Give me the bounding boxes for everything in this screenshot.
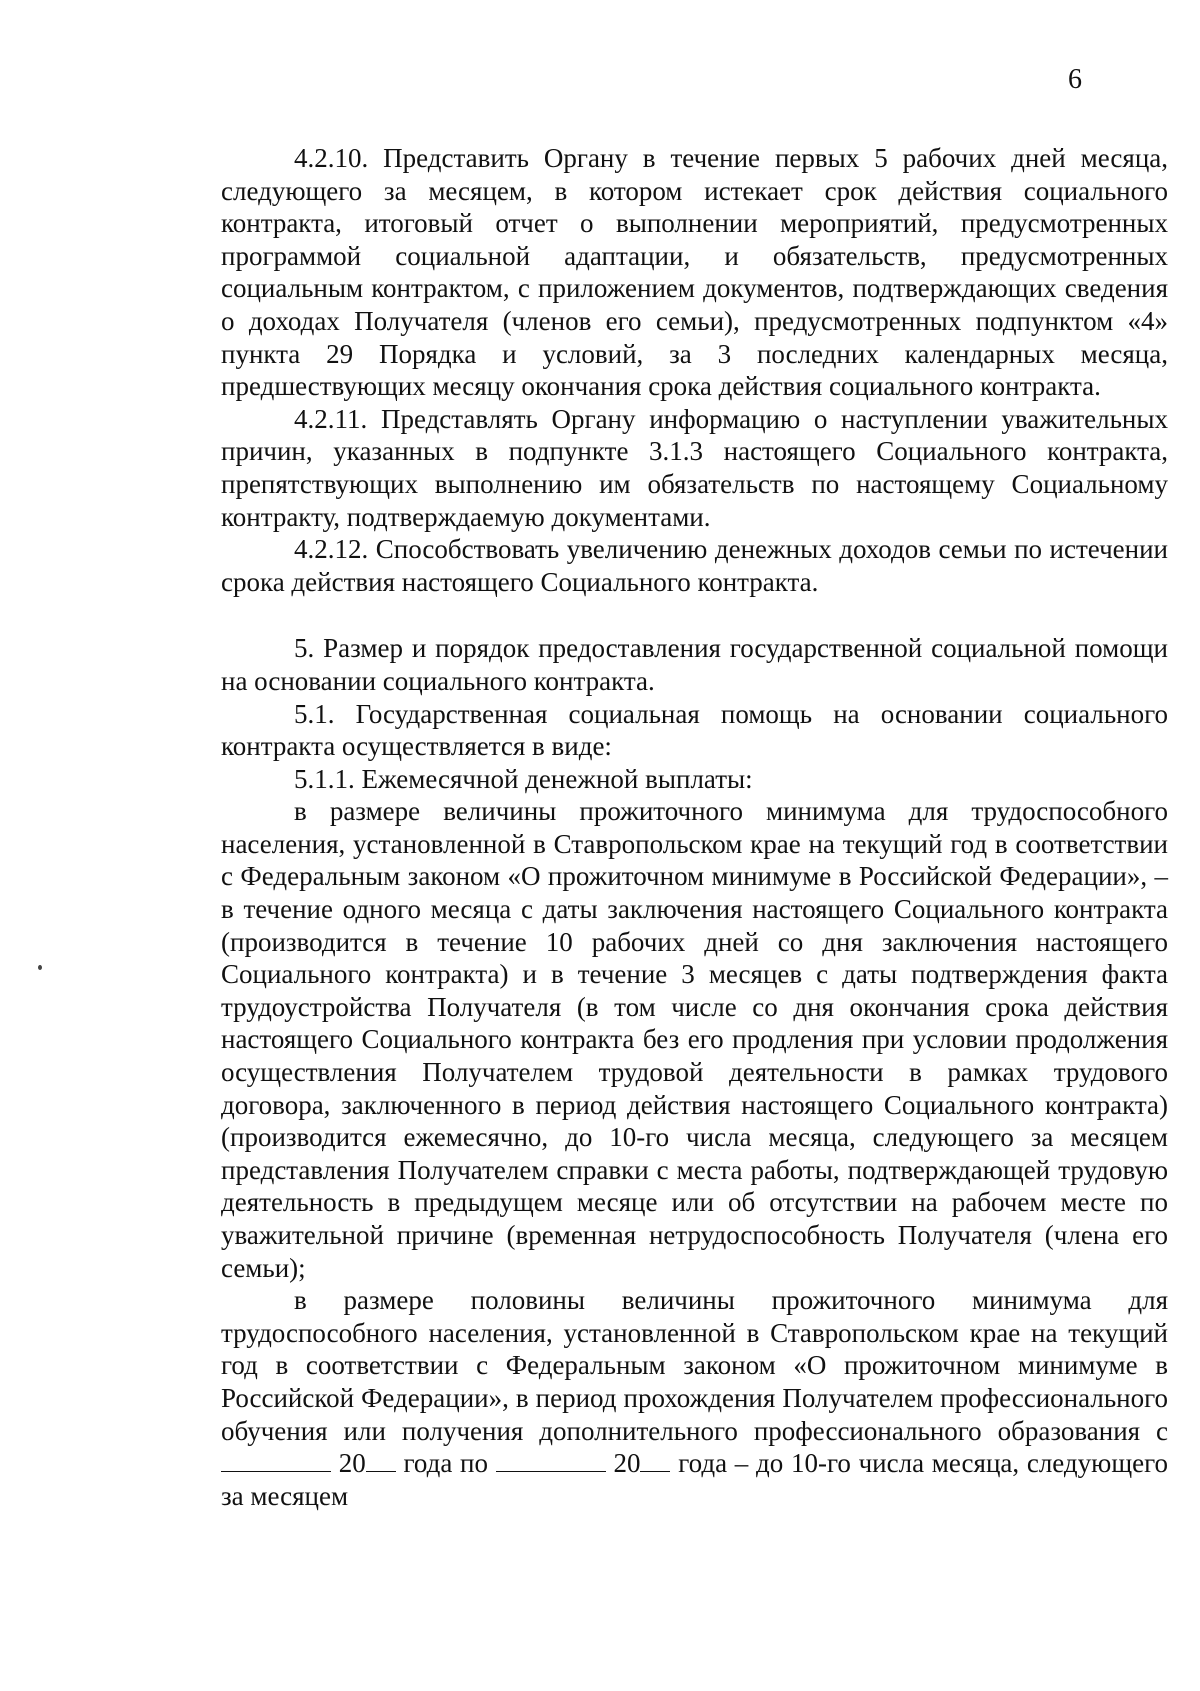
date-blank-start[interactable]	[221, 1449, 331, 1472]
paragraph-half-minimum	[221, 1284, 1168, 1512]
paragraph-4-2-11: 4.2.11. Представлять Органу информацию о наступлении уважительных причин, указанных в подпункте 3.1.3 настоящего Социального контракта, препятствующих выполнению им обязательств по настоящему Социальному контракту, подтверждаемую документами.	[221, 403, 1168, 532]
paragraph-5-1-1: 5.1.1. Ежемесячной денежной выплаты:	[294, 763, 753, 794]
document-body	[221, 142, 1168, 1512]
scan-speck	[38, 965, 42, 970]
paragraph-5-1: 5.1. Государственная социальная помощь на основании социального контракта осуществляется в виде:	[221, 698, 1168, 762]
paragraph-full-minimum: в размере величины прожиточного минимума для трудоспособного населения, установленной в Ставропольском крае на текущий год в соответствии с Федеральным законом «О прожиточном минимуме в Российской Федерации», – в течение одного месяца с даты заключения настоящего Социального контракта (производится в течение 10 рабочих дней со дня заключения настоящего Социального контракта) и в течение 3 месяцев с даты подтверждения факта трудоустройства Получателя (в том числе со дня окончания срока действия настоящего Социального контракта без его продления при условии продолжения осуществления Получателем трудовой деятельности в рамках трудового договора, заключенного в период действия настоящего Социального контракта) (производится ежемесячно, до 10-го числа месяца, следующего за месяцем представления Получателем справки с места работы, подтверждающей трудовую деятельность в предыдущем месяце или об отсутствии на рабочем месте по уважительной причине (временная нетрудоспособность Получателя (члена его семьи);	[221, 796, 1168, 1283]
year-blank-end[interactable]	[640, 1449, 670, 1472]
date-blank-end[interactable]	[496, 1449, 606, 1472]
year-blank-start[interactable]	[366, 1449, 396, 1472]
section-5-heading: 5. Размер и порядок предоставления государственной социальной помощи на основании социального контракта.	[221, 633, 1168, 696]
page-number: 6	[1068, 64, 1082, 95]
section-gap	[221, 598, 1168, 632]
year-prefix-start: 20	[338, 1448, 366, 1479]
paragraph-4-2-10: 4.2.10. Представить Органу в течение первых 5 рабочих дней месяца, следующего за месяцем, в котором истекает срок действия социального контракта, итоговый отчет о выполнении мероприятий, предусмотренных программой социальной адаптации, и обязательств, предусмотренных социальным контрактом, с приложением документов, подтверждающих сведения о доходах Получателя (членов его семьи), предусмотренных подпунктом «4» пункта 29 Порядка и условий, за 3 последних календарных месяца, предшествующих месяцу окончания срока действия социального контракта.	[221, 143, 1168, 402]
paragraph-4-2-12: 4.2.12. Способствовать увеличению денежных доходов семьи по истечении срока действия настоящего Социального контракта.	[221, 534, 1168, 597]
half-minimum-text: в размере половины величины прожиточного минимума для трудоспособного населения, установленной в Ставропольском крае на текущий год в соответствии с Федеральным законом «О прожиточном минимуме в Российской Федерации», в период прохождения Получателем профессионального обучения или получения дополнительного профессионального образования с	[221, 1285, 1168, 1446]
year-prefix-end: 20	[613, 1448, 641, 1479]
half-minimum-mid-text: года по	[403, 1448, 488, 1479]
half-minimum-end-text: года – до 10-го числа месяца, следующего за месяцем	[221, 1448, 1169, 1511]
